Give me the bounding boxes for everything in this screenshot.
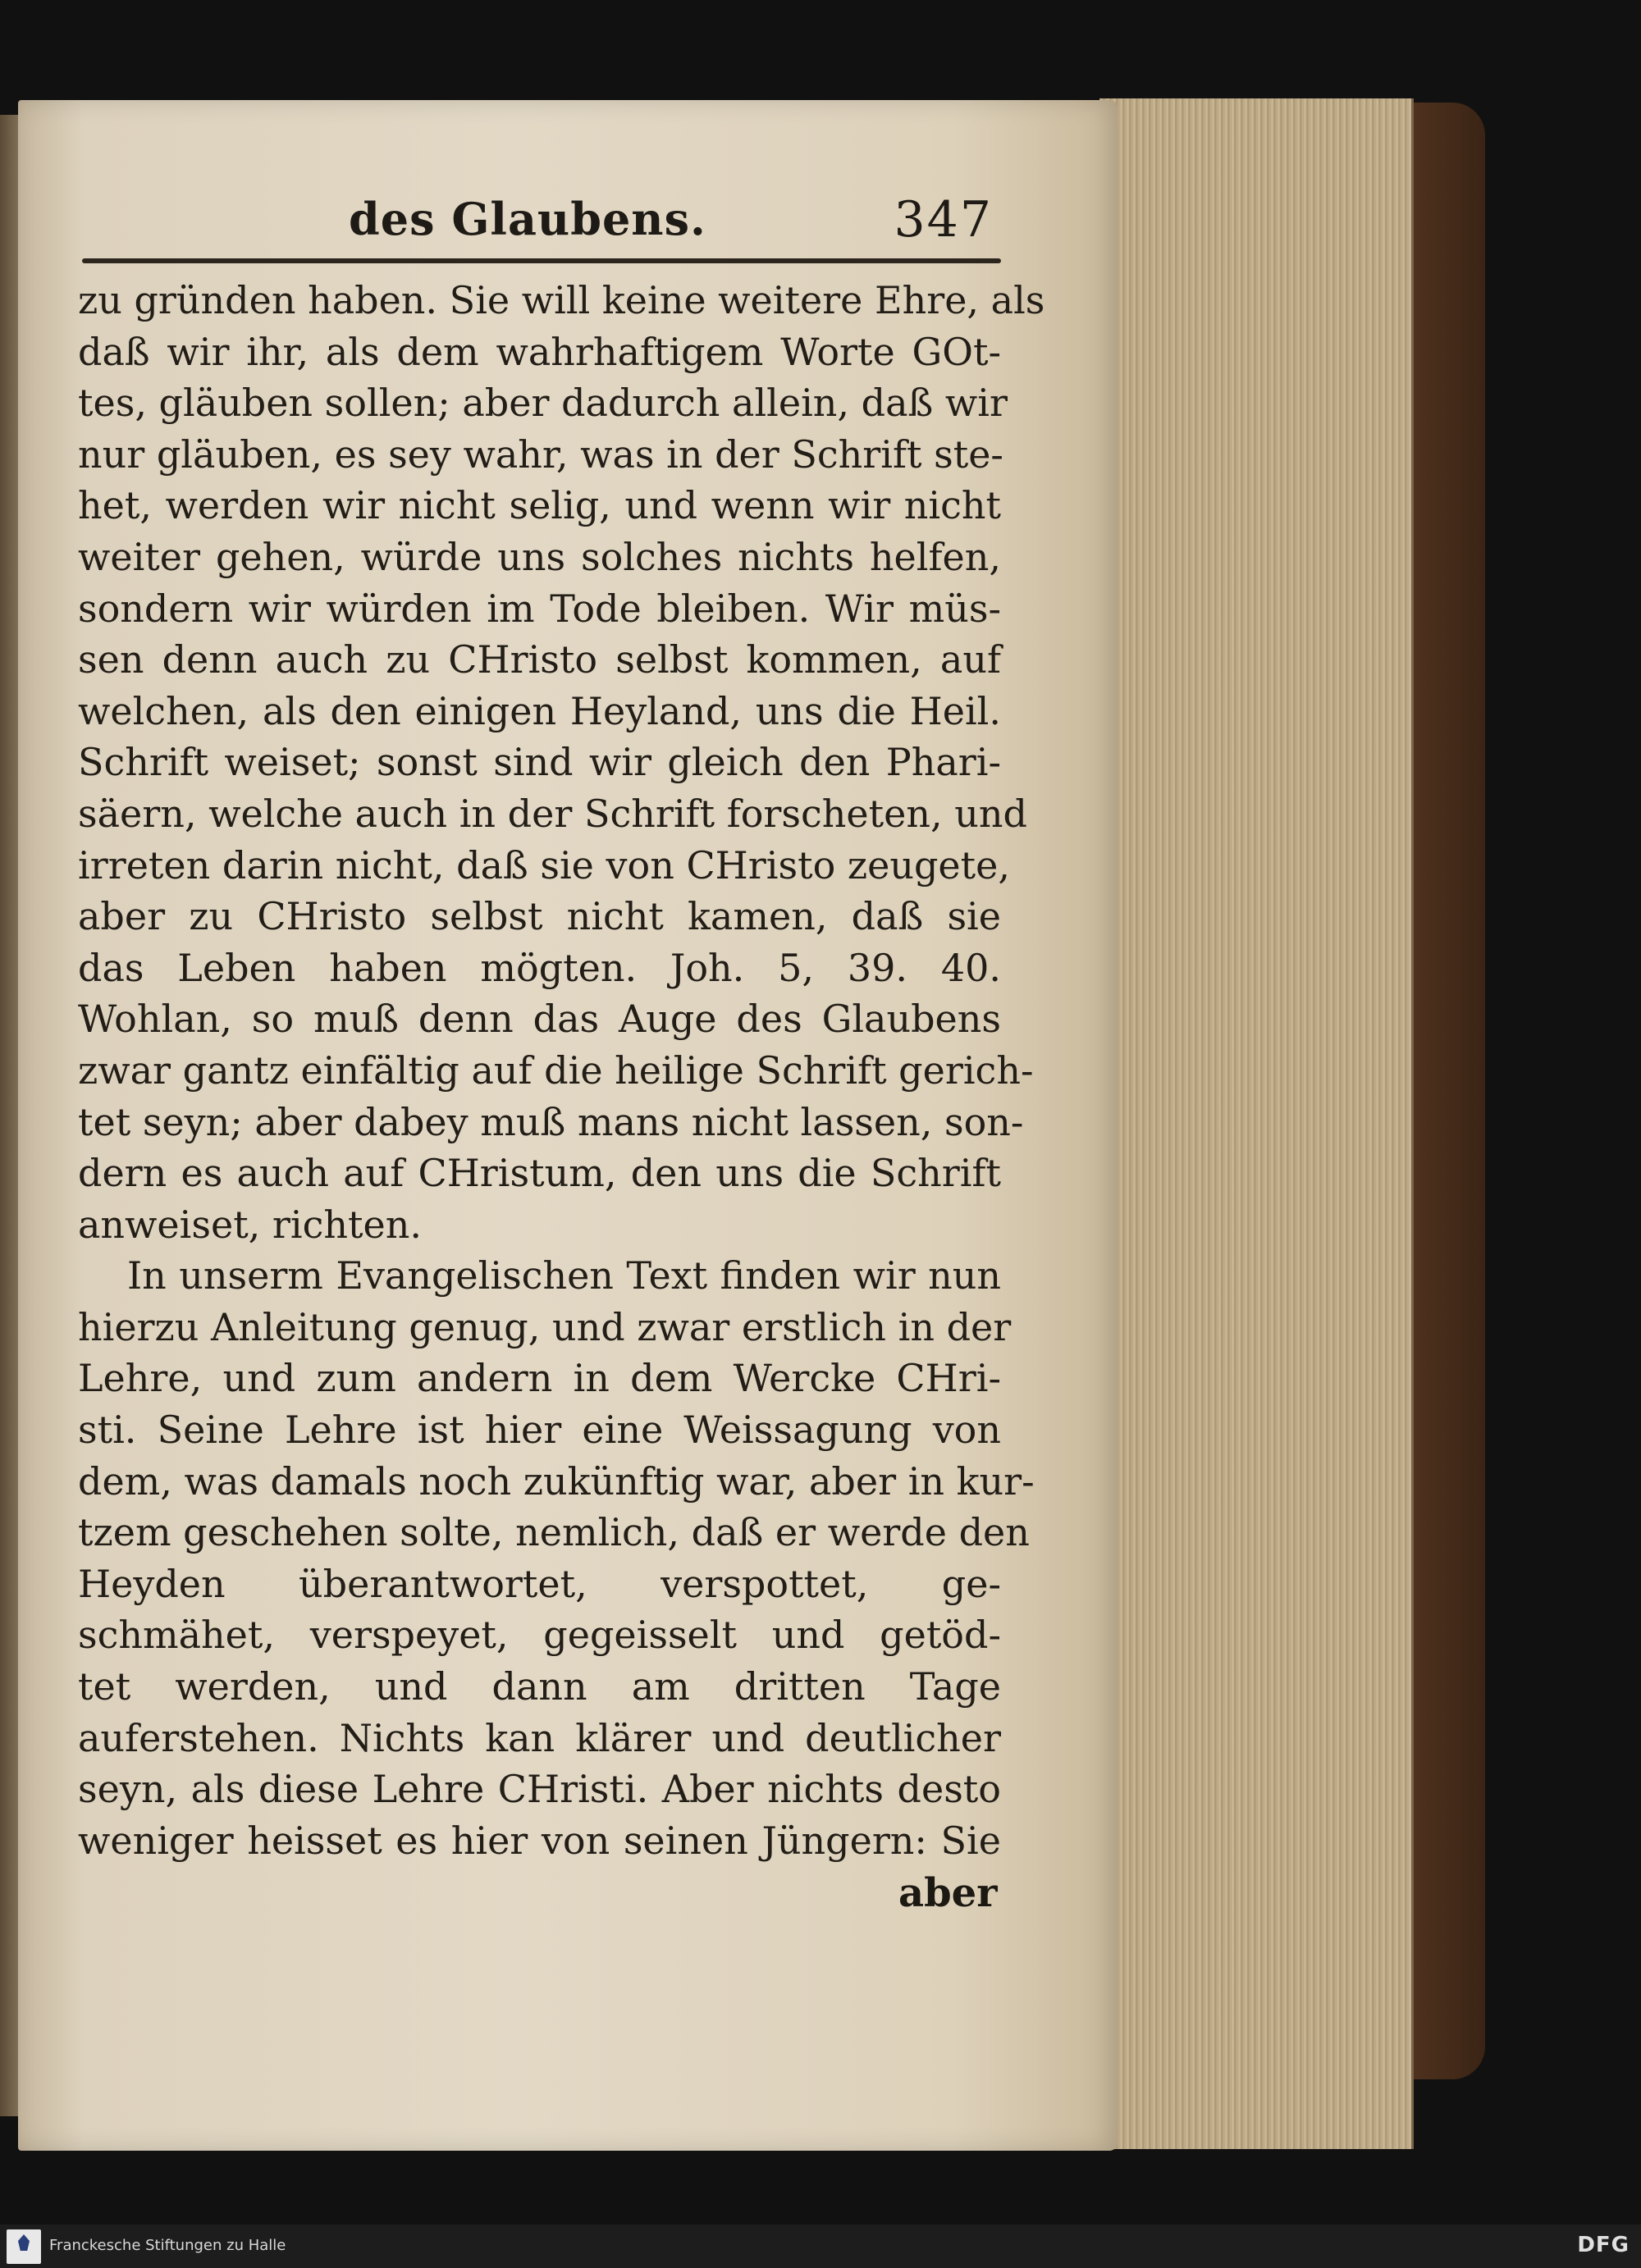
- page-block-edge: [1099, 98, 1414, 2149]
- text-line: welchen, als den einigen Heyland, uns die Heil.: [78, 688, 1001, 733]
- text-line: aber zu CHristo selbst nicht kamen, daß sie: [78, 894, 1001, 939]
- text-line: schmähet, verspeyet, gegeisselt und getöd-: [78, 1613, 1001, 1658]
- page-header: [74, 185, 993, 258]
- text-line: auferstehen. Nichts kan klärer und deutlicher: [78, 1715, 1001, 1760]
- text-line: säern, welche auch in der Schrift forscheten, und: [78, 791, 1027, 836]
- text-line: dern es auch auf CHristum, den uns die Schrift: [78, 1151, 1001, 1196]
- page-number: 347: [894, 191, 993, 249]
- institution-logo[interactable]: [7, 2229, 41, 2264]
- text-line: Lehre, und zum andern in dem Wercke CHri-: [78, 1356, 1001, 1401]
- text-line: Schrift weiset; sonst sind wir gleich den Phari-: [78, 740, 1001, 785]
- text-line: zwar gantz einfältig auf die heilige Schrift gerich-: [78, 1047, 1034, 1093]
- catchword: aber: [898, 1870, 998, 1916]
- text-line: Wohlan, so muß denn das Auge des Glaubens: [78, 997, 1001, 1042]
- body-text: [78, 275, 1045, 1866]
- viewer-footer: [0, 2225, 1641, 2268]
- text-line: sondern wir würden im Tode bleiben. Wir müs-: [78, 586, 1001, 631]
- text-line: sen denn auch zu CHristo selbst kommen, auf: [78, 637, 1001, 682]
- text-line: seyn, als diese Lehre CHristi. Aber nichts desto: [78, 1767, 1001, 1812]
- text-line: anweiset, richten.: [78, 1202, 422, 1247]
- text-line: weniger heisset es hier von seinen Jüngern: Sie: [78, 1818, 1001, 1863]
- text-line: dem, was damals noch zukünftig war, aber in kur-: [78, 1458, 1035, 1504]
- text-line: het, werden wir nicht selig, und wenn wir nicht: [78, 483, 1001, 528]
- text-line: nur gläuben, es sey wahr, was in der Schrift ste-: [78, 431, 1003, 477]
- header-rule: [82, 258, 1001, 263]
- text-line: tzem geschehen solte, nemlich, daß er werde den: [78, 1510, 1030, 1555]
- text-line: In unserm Evangelischen Text finden wir nun: [127, 1253, 1001, 1298]
- coat-of-arms-icon: [18, 2234, 30, 2251]
- text-line: irreten darin nicht, daß sie von CHristo zeugete,: [78, 842, 1010, 888]
- text-line: tes, gläuben sollen; aber dadurch allein, daß wir: [78, 381, 1008, 426]
- institution-name[interactable]: Franckesche Stiftungen zu Halle: [49, 2237, 286, 2254]
- text-line: weiter gehen, würde uns solches nichts helfen,: [78, 534, 1001, 579]
- text-line: tet seyn; aber dabey muß mans nicht lassen, son-: [78, 1099, 1024, 1144]
- running-title: des Glaubens.: [349, 193, 706, 245]
- text-line: das Leben haben mögten. Joh. 5, 39. 40.: [78, 945, 1001, 990]
- text-line: zu gründen haben. Sie will keine weitere Ehre, als: [78, 278, 1045, 322]
- text-line: hierzu Anleitung genug, und zwar erstlich in der: [78, 1304, 1012, 1349]
- text-line: tet werden, und dann am dritten Tage: [78, 1664, 1001, 1709]
- dfg-logo[interactable]: DFG: [1577, 2233, 1630, 2257]
- text-line: daß wir ihr, als dem wahrhaftigem Worte GOt-: [78, 329, 1001, 374]
- text-line: Heyden überantwortet, verspottet, ge-: [78, 1561, 1001, 1606]
- text-line: sti. Seine Lehre ist hier eine Weissagung von: [78, 1408, 1001, 1453]
